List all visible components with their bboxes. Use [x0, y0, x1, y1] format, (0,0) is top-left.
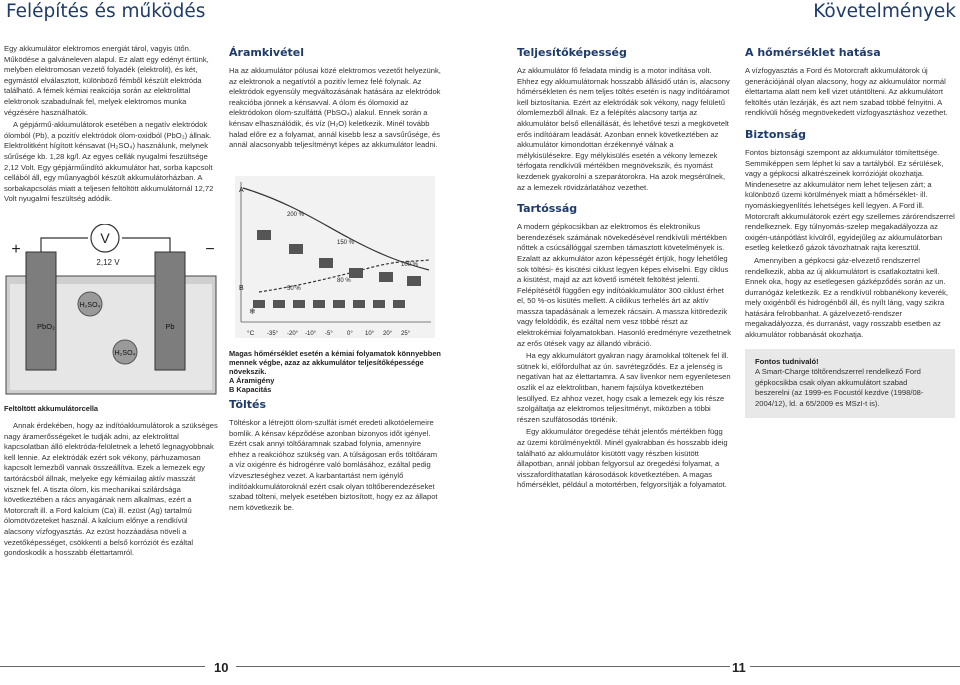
pct-label-150: 150 % [337, 240, 355, 246]
right-column-b [745, 46, 955, 418]
snowflake-icon: ❄ [249, 307, 256, 316]
homerseklet-heading: A hőmérséklet hatása [745, 46, 881, 59]
intro-paragraph-2: A gépjármű-akkumulátorok esetében a negatív elektródok ólomból (Pb), a pozitív elektródok ólom-oxidból (PbO₂) állnak. Elektrolitként hígított kénsavat (H₂SO₄) használunk, melynek sűrűsége kb. 1,28 kg/l. Az egyes cellák nyugalmi feszültsége 2,12 Volt. Egy gépjárműindító akkumulátor hat, sorba kapcsolt cellából áll, egy műanyagból készült akkumulátorházban. A sorbakapcsolás miatt a teljesen feltöltött akkumulátornál 12,72 Volt nyugalmi feszültség adódik. [4, 120, 214, 204]
battery-cell-diagram [0, 224, 226, 396]
tartossag-paragraph-1: A modern gépkocsikban az elektromos és elektronikus berendezések számának növekedésével rendkívüli mértékben nőttek a csúcsállóggal szemben támasztott követelmények is. Ezalatt az akkumulátor azon képességét értjük, hogy lehetőleg sok töltési- és kisütési ciklust legyen képes elviselni. Egy ciklus a kisütést, majd az azt követő ismételt feltöltést jelenti. Felépítésétől függően egy indítóakkumulátor 300 ciklust érhet el, 50 %-os kisütés mellett. A ciklikus terhelés árt az aktív massza tapadásának a lemezek rácsain. A massza kitöredezik vagy feloldódik, és ezáltal nem vesz többé részt az elektrokémiai folyamatokban. Hasonló eredményre vezethetnek az erős ütések vagy az állandó vibráció. [517, 222, 732, 348]
chart-label-b: B [239, 285, 244, 292]
negative-plate-label: Pb [165, 322, 175, 331]
footer-rule-left-1 [0, 666, 205, 667]
tartossag-heading: Tartósság [517, 202, 578, 216]
footer-rule-right-2 [750, 666, 960, 667]
chart-caption-block [229, 349, 441, 394]
aramkivetel-text: Ha az akkumulátor pólusai közé elektromos vezetőt helyezünk, az elektronok a negatívtól a pozitív lemez felé folynak. Az elektródok egyensúly megváltozásának hatására az elektródok reakcióba jönnek a kénsavval. A ólom és ólomoxid az elektródokon ólom-szulfáttá (PbSO₄) alakul. Ennek során a kénsav elhasználódik, és víz (H₂O) keletkezik. Minél tovább halad előre ez a folyamat, annál kisebb lesz a savsűrűsége, és annál alacsonyabb teljesítményt képes az akkumulátor leadni. [229, 66, 441, 150]
x-tick-1: -20° [287, 331, 299, 337]
homerseklet-text: A vízfogyasztás a Ford és Motorcraft akkumulátorok új generációjánál olyan alacsony, hogy az akkumulátor normál élettartama alatt nem kell vizet utántölteni. Az akkumulátort feltöltés után lezárják, és azt nem szabad többé felnyitni. A rendkívüli hőség megnövekedett vízfogyasztáshoz vezethet. [745, 66, 948, 118]
toltes-section [229, 398, 441, 515]
biztonsag-heading: Biztonság [745, 127, 807, 141]
left-bottom-text [4, 421, 219, 561]
x-tick-0: -35° [267, 331, 279, 337]
footer-rule-left-2 [236, 666, 480, 667]
toltes-heading: Töltés [229, 398, 267, 411]
notice-box-text: A Smart-Charge töltőrendszerrel rendelkező Ford gépkocsikba csak olyan akkumulátort szabad beszerelni (az 1999-es Focustól kezdve (1998/08-2004/12), ld. a 65/2009 es MSzI-t is). [755, 367, 924, 409]
electrolyte-label-top: H₂SO₄ [79, 302, 101, 309]
right-page-title: Követelmények [813, 1, 956, 22]
biztonsag-paragraph-1: Fontos biztonsági szempont az akkumulátor tömítettsége. Semmiképpen sem léphet ki sav a tartályból. Ez sérülések, vagy a gépkocsi alkatrészeinek korrózióját okozhatja. Mindenesetre az akkumulátor nem lehet teljesen zárt; a különböző üzemi körülmények miatt a hőmérséklet- ill. nyomáskiegyenlítés lehetséges kell legyen. A Ford ill. Motorcraft akkumulátorok ezért egy szellemes zárórendszerrel rendelkeznek. Egy túlnyomás-szelep megakadályozza az oxigén-utánpótlást kívülről, egyidejűleg az akkumulátorban esetleg keletkező gázok távozhatnak rajta keresztül. [745, 147, 955, 253]
left-page-number: 10 [214, 660, 229, 675]
tartossag-paragraph-3: Egy akkumulátor öregedése téhát jelentős mértékben függ az üzemi körülményektől. Minél gyakrabban és hosszabb ideig található az akkumulátor kisütött vagy részben kisütött állapotban, annál jobban felgyorsul az öregedési folyamat, a visszafordíthatatlan károsodások következtében. A magas hőmérséklet, például a motortérben, felgyorsítják a folyamatot. [517, 427, 728, 490]
notice-box [745, 349, 955, 418]
chart-caption: Magas hőmérséklet esetén a kémiai folyamatok könnyebben mennek végbe, azaz az akkumulátor teljesítőképessége növekszik. [229, 349, 441, 376]
chart-legend-a: A Áramigény [229, 376, 275, 385]
teljesitokepesseg-heading: Teljesítőképesség [517, 46, 627, 59]
electrolyte-label-bottom: H₂SO₄ [114, 350, 136, 357]
pct-label-80: 80 % [337, 278, 351, 284]
negative-plate [155, 252, 185, 370]
temperature-chart [229, 172, 441, 344]
minus-sign: − [205, 241, 215, 258]
x-tick-2: -10° [305, 331, 317, 337]
x-tick-7: 25° [401, 331, 411, 337]
voltage-label: 2,12 V [96, 258, 120, 267]
aramkivetel-heading: Áramkivétel [229, 46, 305, 59]
page-header [0, 0, 960, 25]
notice-box-title: Fontos tudnivaló! [755, 356, 819, 366]
right-column-a [517, 46, 731, 493]
middle-column [229, 46, 441, 153]
left-page-title: Felépítés és működés [6, 1, 206, 22]
x-tick-3: -5° [325, 331, 333, 337]
left-bottom-paragraph: Annak érdekében, hogy az indítóakkumulátorok a szükséges nagy áramerősségeket le tudják adni, az elektrolittal kapcsolatban álló elektróda-felületnek a lehető legnagyobbnak kell lennie. Az elektródák ezért sok vékony, párhuzamosan kapcsolt lemezből vannak összeállítva. Ezek a lemezek egy tartórácsból állnak, melyeke egy kémiailag aktív masszát visznek fel. A tiszta ólom, kis mechanikai szilárdsága következtében a rács anyagának nem alkalmas, ezért a Motorcraft ill. a Ford kalcium (Ca) ill. ezüst (Ag) tartalmú ólomötvözeteket használ. A kalcium előnye a rendkívül alacsony vízfogyasztás. Az ezüst hozzáadása növeli a vezetőképességet, csökkenti a belső korróziót és ezáltal gondoskodik a hosszabb élettartamról. [4, 421, 218, 558]
toltes-text: Töltéskor a létrejött ólom-szulfát ismét eredeti alkotóelemeire bomlik. A kénsav képződése azonban bizonyos időt igényel. Ezért csak annyi töltőáramnak szabad folynia, amennyire ehhez a reakcióhoz szükség van. A túlságosan erős töltőáram a víz oxigénre és hidrogénre való bomlásához, ezáltal pedig vízveszteséghez vezet. A karbantartást nem igénylő indítóakkumulátoroknál ezért csak olyan töltőberendezéseket szabad tölteni, melyek esetében biztosított, hogy ez az állapot nem következik be. [229, 418, 438, 512]
voltmeter-symbol: V [100, 230, 110, 246]
tartossag-paragraph-2: Ha egy akkumulátort gyakran nagy áramokkal töltenek fel ill. sütnek ki, előfordulhat az ún. savrétegződés. Ez a jelenség is negatívan hat az élettartamra. A sav livenkor nem egyenletesen oszlik el az elektrolitban, hanem fajsúlya következtében lesüllyed. Ez ahhoz vezet, hogy csak a lemezek egy kis része szolgáltatja az elektromos teljesítményt, miközben a többi részen szulfátosodás történik. [517, 351, 731, 424]
teljesitokepesseg-text: Az akkumulátor fő feladata mindig is a motor indítása volt. Ehhez egy akkumulátornak hosszabb állásidő után is, alacsony hőmérsékleten és nem teljes töltés esetén is nagy indítóáramot kell biztosítania. Ezért az elektródák sok vékony, nagy felületű ólomlemezből állnak. Ez a felépítés alacsony tartja az akkumulátor belső ellenállását, és lehetővé teszi a megkövetelt erős indítóáram leadását. Azonban ennek következtében az akkumulátor kimondottan érzékennyé válnak a mélykisülésekre. Egy mélykisülés esetén a vékony lemezek térfogata rendkívüli mértékben megnövekszik, és nyomást kezdenek gyakorolni a szeparátorokra. Ha azok megsérülnek, az a lemezek rövidzárlatához vezethet. [517, 66, 730, 192]
positive-plate [26, 252, 56, 370]
x-tick-6: 20° [383, 331, 393, 337]
pct-label-50: 50 % [287, 286, 301, 292]
plus-sign: + [11, 241, 21, 258]
footer-rule-right-1 [480, 666, 730, 667]
right-page-number: 11 [732, 660, 746, 675]
chart-legend-b: B Kapacitás [229, 385, 272, 394]
positive-plate-label: PbO₂ [37, 322, 55, 331]
intro-text [4, 44, 219, 207]
x-tick-4: 0° [347, 331, 353, 337]
pct-label-200: 200 % [287, 212, 305, 218]
pct-label-100: 100 % [401, 262, 419, 268]
cell-figure-caption: Feltöltött akkumulátorcella [4, 404, 99, 413]
intro-paragraph-1: Egy akkumulátor elektromos energiát tárol, vagyis ütőn. Működése a galváneleven alapul. Ez alatt egy edényt értünk, melyben elektromosan vezető folyadék (elektrolit), és két, egymástól elválasztott, különböző fémből készült elektróda található. A fémek kémiai reakciója során az elektrolittal elektronok szabadulnak fel, melyek elektromos munka végzésére használhatók. [4, 44, 209, 117]
chart-label-a: A [239, 187, 244, 194]
x-tick-5: 10° [365, 331, 375, 337]
cell-figure-caption-block [4, 404, 219, 415]
chart-x-unit: °C [247, 330, 255, 337]
biztonsag-paragraph-2: Amennyiben a gépkocsi gáz-elvezető rendszerrel rendelkezik, abba az új akkumulátort is csatlakoztatni kell. Ennek oka, hogy az esetlegesen gázképződés során az un. durranógáz keletkezik. Ez a rendkívül robbanékony keverék, mely oxigénből és hidrogénből áll, és nyílt láng, vagy szikra hatására felrobbanhat. A gázelvezető-rendszer megakadályozza, és durranást, vagy rosszabb esetben az akkumulátor robbanását okozhatja. [745, 255, 949, 340]
